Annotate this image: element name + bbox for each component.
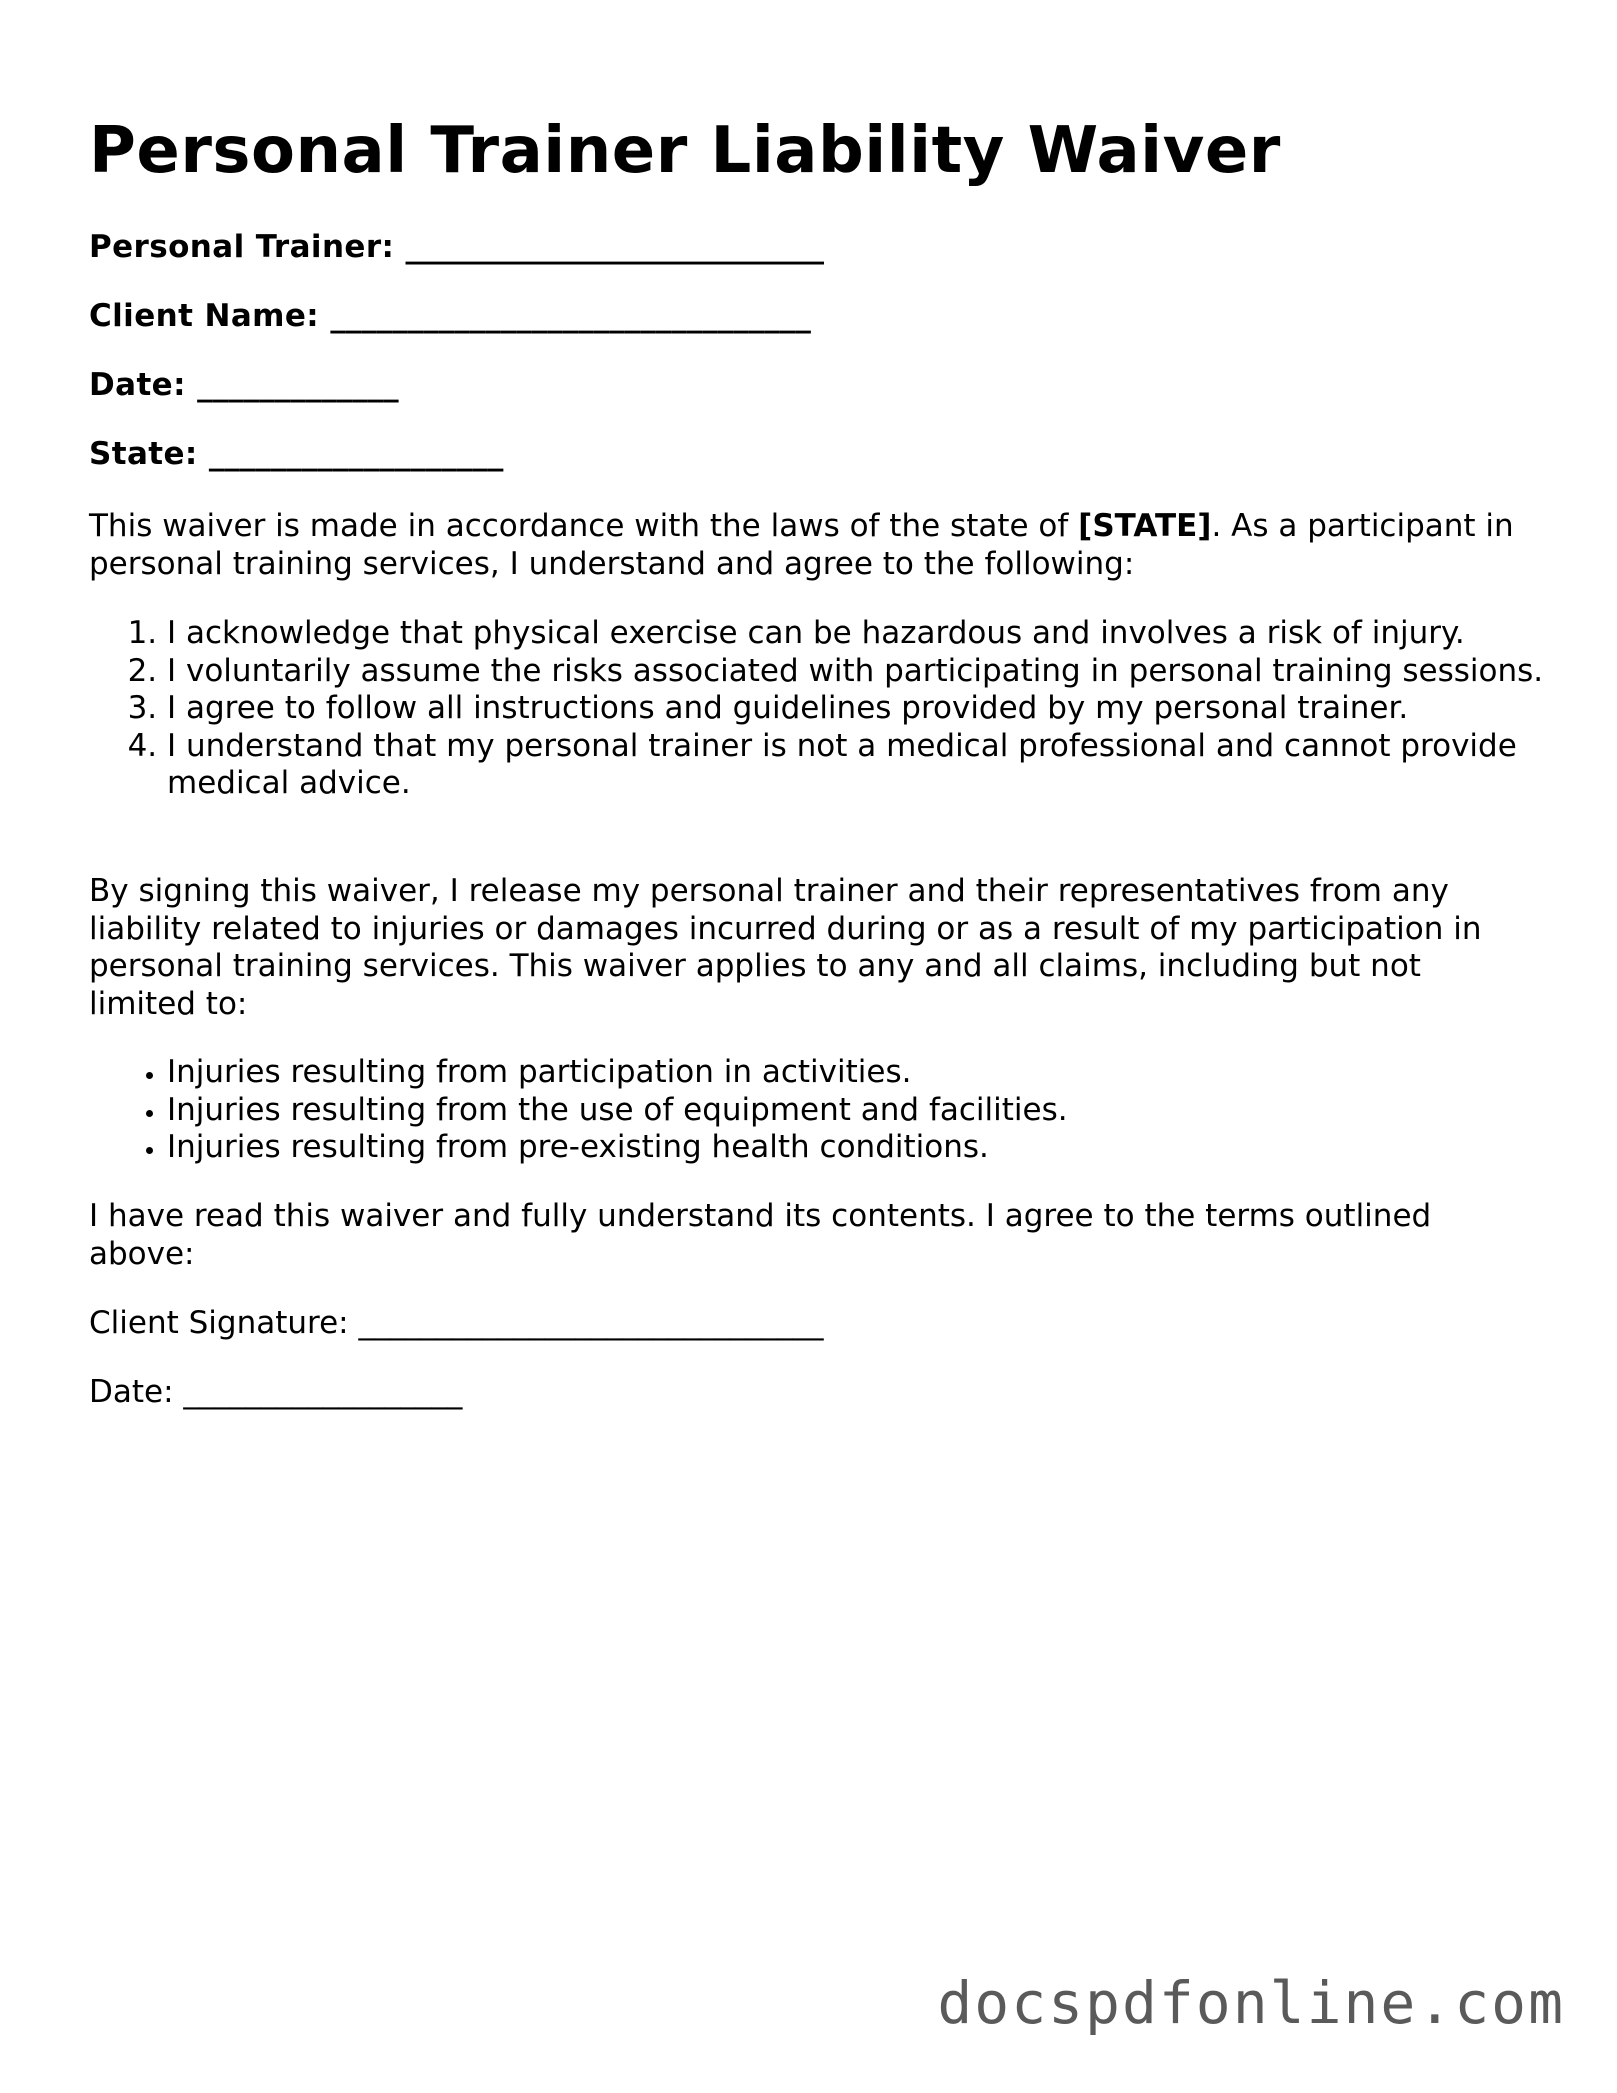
list-item: • Injuries resulting from participation in activities.	[167, 1054, 1567, 1092]
intro-paragraph	[89, 508, 1529, 583]
state-field	[89, 436, 503, 473]
list-item: 1. I acknowledge that physical exercise can be hazardous and involves a risk of injury.	[167, 615, 1567, 653]
state-blank[interactable]: ___________________	[208, 436, 504, 472]
list-item: • Injuries resulting from the use of equipment and facilities.	[167, 1092, 1567, 1130]
personal-trainer-label: Personal Trainer:	[89, 229, 395, 265]
signature-date-field	[89, 1374, 462, 1411]
document-title: Personal Trainer Liability Waiver	[89, 114, 1281, 188]
site-watermark: docspdfonline.com	[937, 1969, 1565, 2037]
release-paragraph: By signing this waiver, I release my personal trainer and their representatives from any liability related to injuries or damages incurred during or as a result of my participation in personal training services. This waiver applies to any and all claims, including but not limited to:	[89, 873, 1482, 1022]
claims-list	[89, 1054, 1567, 1167]
personal-trainer-blank[interactable]: ___________________________	[405, 229, 825, 265]
state-label: State:	[89, 436, 198, 472]
client-name-blank[interactable]: _______________________________	[330, 298, 811, 334]
signature-date-label: Date:	[89, 1374, 174, 1410]
intro-text-before: This waiver is made in accordance with the laws of the state of	[89, 508, 1079, 544]
list-item: • Injuries resulting from pre-existing health conditions.	[167, 1129, 1567, 1167]
client-name-label: Client Name:	[89, 298, 320, 334]
list-item: 3. I agree to follow all instructions and guidelines provided by my personal trainer.	[167, 690, 1567, 728]
date-label: Date:	[89, 367, 186, 403]
client-signature-field	[89, 1305, 823, 1342]
acknowledgement-list	[89, 615, 1567, 803]
date-field	[89, 367, 399, 404]
list-item: 4. I understand that my personal trainer is not a medical professional and cannot provide medical advice.	[167, 728, 1567, 803]
date-blank[interactable]: _____________	[197, 367, 399, 403]
client-name-field	[89, 298, 811, 335]
personal-trainer-field	[89, 229, 824, 266]
agreement-paragraph: I have read this waiver and fully understand its contents. I agree to the terms outlined above:	[89, 1198, 1432, 1272]
signature-date-blank[interactable]: __________________	[183, 1374, 463, 1410]
list-item: 2. I voluntarily assume the risks associated with participating in personal training sessions.	[167, 653, 1567, 691]
intro-text-after: . As a participant in personal training services, I understand and agree to the following:	[89, 508, 1514, 582]
state-placeholder: [STATE]	[1078, 508, 1212, 544]
client-signature-blank[interactable]: ______________________________	[358, 1305, 824, 1341]
client-signature-label: Client Signature:	[89, 1305, 349, 1341]
